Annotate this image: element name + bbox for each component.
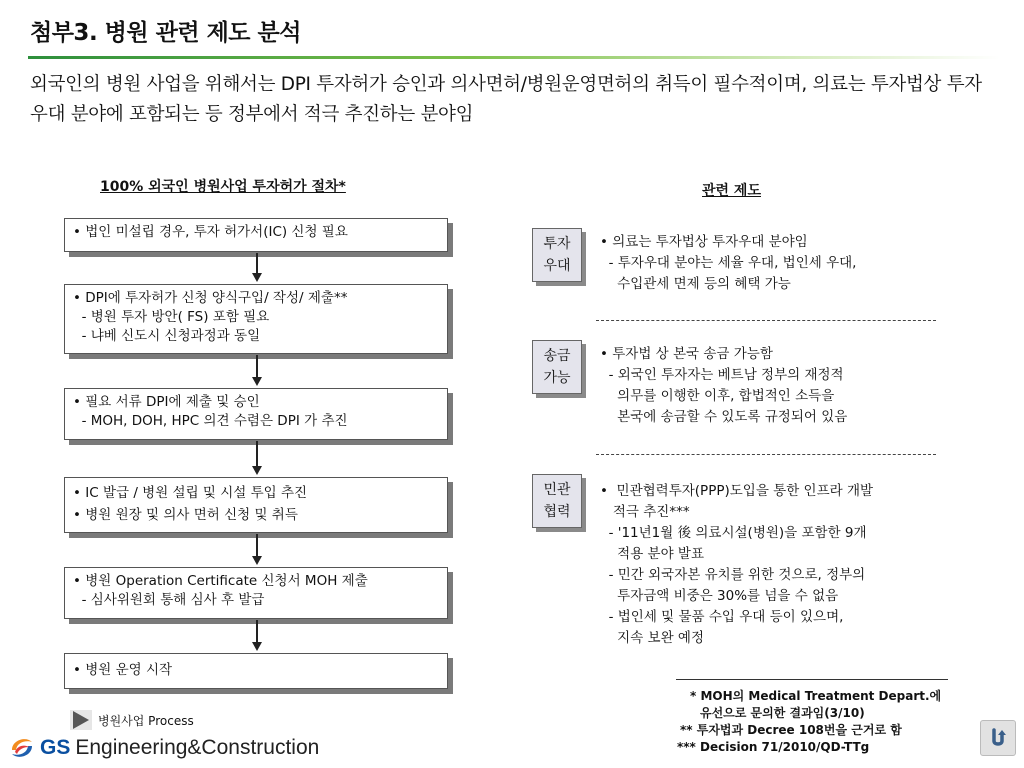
process-step-6 (64, 653, 448, 689)
process-step-6-line-1: • 병원 운영 시작 (73, 662, 173, 678)
process-step-1 (64, 218, 448, 252)
footnote-1-cont: 유선으로 문의한 결과임(3/10) (700, 706, 865, 720)
dashed-divider (596, 454, 936, 455)
company-logo (8, 734, 319, 762)
process-step-5-line-2: - 심사위원회 통해 심사 후 발급 (73, 592, 265, 608)
policy-desc-line: • 투자법 상 본국 송금 가능함 (600, 346, 773, 362)
process-step-2-line-3: - 냐베 신도시 신청과정과 동일 (73, 328, 261, 344)
policy-tag-line: 송금 (543, 348, 571, 364)
footnote-1: * MOH의 Medical Treatment Depart.에 (690, 689, 942, 703)
policy-desc-line: - '11년1월 後 의료시설(병원)을 포함한 9개 (600, 525, 867, 541)
process-step-3 (64, 388, 448, 440)
flow-arrow-down-icon (252, 466, 262, 475)
policy-desc-line: 의무를 이행한 이후, 합법적인 소득을 (600, 388, 835, 404)
gs-swirl-icon (8, 734, 36, 762)
flow-connector (256, 441, 258, 466)
intro-text: 외국인의 병원 사업을 위해서는 DPI 투자허가 승인과 의사면허/병원운영면허의 취득이 필수적이며, 의료는 투자법상 투자우대 분야에 포함되는 등 정부에서 적극 추진하는 분야임 (30, 74, 982, 125)
policy-desc-line: - 외국인 투자자는 베트남 정부의 재정적 (600, 367, 844, 383)
policy-tag-line: 가능 (543, 370, 571, 386)
page-title: 첨부3. 병원 관련 제도 분석 (30, 20, 301, 46)
process-step-4-line-2: • 병원 원장 및 의사 면허 신청 및 취득 (73, 507, 298, 523)
play-triangle-icon (70, 710, 92, 730)
footnote-divider (676, 679, 948, 680)
policy-desc-line: - 법인세 및 물품 수입 우대 등이 있으며, (600, 609, 844, 625)
flow-connector (256, 534, 258, 556)
title-underline (28, 56, 1000, 59)
process-step-1-line-1: • 법인 미설립 경우, 투자 허가서(IC) 신청 필요 (73, 224, 348, 240)
right-heading: 관련 제도 (702, 183, 761, 199)
policy-tag-line: 투자 (543, 236, 571, 252)
back-button[interactable] (980, 720, 1016, 756)
process-step-2-line-2: - 병원 투자 방안( FS) 포함 필요 (73, 309, 270, 325)
flow-arrow-down-icon (252, 273, 262, 282)
policy-desc-line: • 의료는 투자법상 투자우대 분야임 (600, 234, 808, 250)
policy-desc-investment-incentive (600, 232, 856, 295)
policy-tag-investment-incentive (532, 228, 582, 282)
process-link-label: 병원사업 Process (98, 713, 194, 728)
flow-arrow-down-icon (252, 642, 262, 651)
process-step-3-line-2: - MOH, DOH, HPC 의견 수렴은 DPI 가 추진 (73, 413, 348, 429)
policy-tag-remittance (532, 340, 582, 394)
process-step-2-line-1: • DPI에 투자허가 신청 양식구입/ 작성/ 제출** (73, 290, 348, 306)
policy-desc-remittance (600, 344, 847, 428)
policy-desc-line: - 민간 외국자본 유치를 위한 것으로, 정부의 (600, 567, 866, 583)
policy-tag-line: 우대 (543, 258, 571, 274)
flow-connector (256, 620, 258, 642)
process-step-5-line-1: • 병원 Operation Certificate 신청서 MOH 제출 (73, 573, 368, 589)
logo-text (40, 736, 319, 760)
policy-desc-line: 적극 추진*** (600, 504, 690, 520)
footnote-3: *** Decision 71/2010/QD-TTg (677, 740, 870, 754)
policy-desc-line: 수입관세 면제 등의 혜택 가능 (600, 276, 791, 292)
policy-desc-line: 지속 보완 예정 (600, 630, 704, 646)
dashed-divider (596, 320, 936, 321)
u-turn-back-icon (986, 726, 1010, 750)
footnote-2: ** 투자법과 Decree 108번을 근거로 함 (680, 723, 902, 737)
policy-desc-ppp (600, 481, 873, 649)
process-step-5 (64, 567, 448, 619)
flow-arrow-down-icon (252, 377, 262, 386)
policy-desc-line: 본국에 송금할 수 있도록 규정되어 있음 (600, 409, 848, 425)
left-heading: 100% 외국인 병원사업 투자허가 절차* (100, 179, 346, 195)
flow-arrow-down-icon (252, 556, 262, 565)
policy-desc-line: • 민관협력투자(PPP)도입을 통한 인프라 개발 (600, 483, 874, 499)
flow-connector (256, 253, 258, 273)
policy-tag-ppp (532, 474, 582, 528)
flow-connector (256, 355, 258, 377)
policy-desc-line: - 투자우대 분야는 세율 우대, 법인세 우대, (600, 255, 857, 271)
process-step-3-line-1: • 필요 서류 DPI에 제출 및 승인 (73, 394, 260, 410)
process-step-2 (64, 284, 448, 354)
process-step-4-line-1: • IC 발급 / 병원 설립 및 시설 투입 추진 (73, 485, 308, 501)
policy-tag-line: 협력 (543, 504, 571, 520)
logo-gs: GS (40, 736, 71, 759)
policy-desc-line: 적용 분야 발표 (600, 546, 704, 562)
process-link[interactable] (70, 710, 194, 730)
policy-desc-line: 투자금액 비중은 30%를 넘을 수 없음 (600, 588, 839, 604)
process-step-4 (64, 477, 448, 533)
logo-name: Engineering&Construction (75, 736, 320, 759)
policy-tag-line: 민관 (543, 482, 571, 498)
